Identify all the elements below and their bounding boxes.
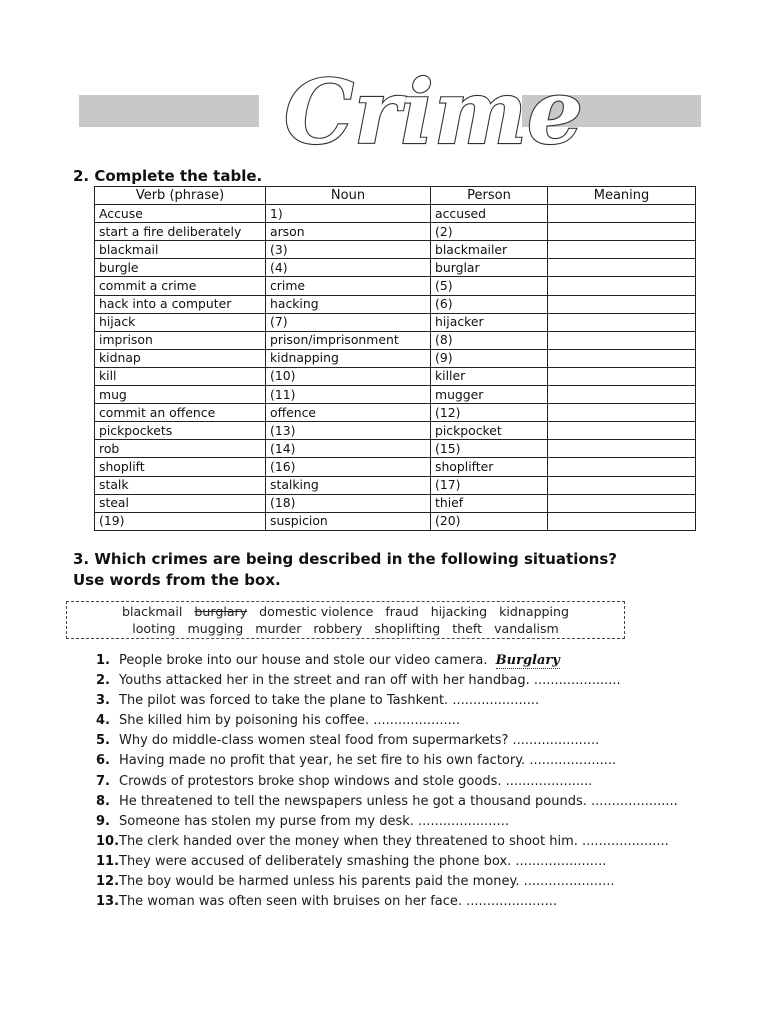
cell-verb: hack into a computer	[95, 295, 266, 313]
exercise-number: 8.	[96, 793, 110, 809]
cell-person: (12)	[431, 404, 548, 422]
exercise-sentence: The boy would be harmed unless his parents paid the money.	[119, 874, 520, 890]
table-row	[95, 295, 696, 313]
word-box	[66, 601, 625, 639]
cell-verb: imprison	[95, 331, 266, 349]
cell-noun: (18)	[266, 494, 431, 512]
cell-verb: steal	[95, 494, 266, 512]
cell-meaning	[548, 241, 696, 259]
cell-person: (8)	[431, 331, 548, 349]
cell-meaning	[548, 259, 696, 277]
answer-blank[interactable]: ......................	[466, 894, 558, 910]
cell-person: mugger	[431, 386, 548, 404]
table-row	[95, 476, 696, 494]
word-box-item: fraud	[385, 604, 419, 619]
cell-noun: (10)	[266, 367, 431, 385]
table-row	[95, 241, 696, 259]
cell-meaning	[548, 440, 696, 458]
word-box-item: blackmail	[121, 604, 183, 619]
cell-verb: burgle	[95, 259, 266, 277]
exercise-item	[96, 651, 716, 671]
cell-noun: crime	[266, 277, 431, 295]
cell-verb: (19)	[95, 512, 266, 530]
cell-meaning	[548, 223, 696, 241]
cell-noun: 1)	[266, 205, 431, 223]
exercise-number: 3.	[96, 693, 110, 709]
cell-noun: (14)	[266, 440, 431, 458]
cell-verb: pickpockets	[95, 422, 266, 440]
answer-blank[interactable]: .....................	[591, 793, 678, 809]
cell-meaning	[548, 422, 696, 440]
answer-blank[interactable]: ......................	[523, 874, 615, 890]
word-box-item: robbery	[313, 621, 363, 636]
word-box-item: murder	[255, 621, 302, 636]
cell-noun: suspicion	[266, 512, 431, 530]
cell-noun: offence	[266, 404, 431, 422]
page-title: Crime	[284, 60, 583, 164]
exercise-number: 11.	[96, 853, 120, 869]
exercise-item	[96, 731, 716, 751]
cell-verb: rob	[95, 440, 266, 458]
cell-meaning	[548, 476, 696, 494]
cell-noun: (3)	[266, 241, 431, 259]
cell-person: hijacker	[431, 313, 548, 331]
table-body	[95, 205, 696, 531]
exercise-item	[96, 812, 716, 832]
answer-blank[interactable]: .....................	[373, 713, 460, 729]
exercise-number: 4.	[96, 713, 110, 729]
cell-verb: kidnap	[95, 349, 266, 367]
table-row	[95, 422, 696, 440]
table-row	[95, 205, 696, 223]
cell-noun: (4)	[266, 259, 431, 277]
exercise-sentence: People broke into our house and stole our video camera.	[119, 653, 488, 668]
section-2-heading: 2. Complete the table.	[73, 167, 263, 185]
exercise-sentence: The clerk handed over the money when they threatened to shoot him.	[119, 833, 578, 849]
cell-meaning	[548, 404, 696, 422]
word-box-item: mugging	[187, 621, 244, 636]
exercise-sentence: They were accused of deliberately smashing the phone box.	[119, 853, 512, 869]
cell-meaning	[548, 313, 696, 331]
cell-verb: kill	[95, 367, 266, 385]
exercise-number: 1.	[96, 653, 110, 668]
exercise-sentence: Crowds of protestors broke shop windows and stole goods.	[119, 773, 502, 789]
cell-person: (9)	[431, 349, 548, 367]
answer-blank[interactable]: .....................	[505, 773, 593, 789]
word-box-item: vandalism	[494, 621, 559, 636]
cell-person: (5)	[431, 277, 548, 295]
cell-noun: arson	[266, 223, 431, 241]
exercise-number: 5.	[96, 733, 110, 749]
column-header-noun: Noun	[266, 187, 431, 205]
exercise-sentence: Youths attacked her in the street and ran off with her handbag.	[119, 673, 530, 689]
table-row	[95, 494, 696, 512]
cell-person: (17)	[431, 476, 548, 494]
cell-meaning	[548, 295, 696, 313]
answer-blank[interactable]: ......................	[515, 853, 607, 869]
exercise-item	[96, 772, 716, 792]
cell-verb: hijack	[95, 313, 266, 331]
cell-person: killer	[431, 367, 548, 385]
table-row	[95, 458, 696, 476]
cell-meaning	[548, 277, 696, 295]
exercise-item	[96, 872, 716, 892]
cell-noun: (11)	[266, 386, 431, 404]
word-box-item: domestic violence	[259, 604, 374, 619]
table-row	[95, 277, 696, 295]
cell-verb: blackmail	[95, 241, 266, 259]
table-row	[95, 259, 696, 277]
cell-person: pickpocket	[431, 422, 548, 440]
table-row	[95, 512, 696, 530]
cell-verb: commit an offence	[95, 404, 266, 422]
cell-verb: Accuse	[95, 205, 266, 223]
title-decor-bar-left	[79, 95, 259, 127]
exercise-sentence: Why do middle-class women steal food from supermarkets?	[119, 733, 509, 749]
cell-person: shoplifter	[431, 458, 548, 476]
cell-noun: kidnapping	[266, 349, 431, 367]
cell-person: (20)	[431, 512, 548, 530]
word-box-item: hijacking	[430, 604, 488, 619]
word-box-item: theft	[452, 621, 483, 636]
cell-person: blackmailer	[431, 241, 548, 259]
cell-meaning	[548, 367, 696, 385]
exercise-number: 13.	[96, 894, 120, 910]
cell-verb: stalk	[95, 476, 266, 494]
exercise-number: 12.	[96, 874, 120, 890]
cell-noun: prison/imprisonment	[266, 331, 431, 349]
exercise-item	[96, 792, 716, 812]
word-box-line-2	[67, 621, 624, 636]
exercise-sentence: Having made no profit that year, he set fire to his own factory.	[119, 753, 526, 769]
exercise-number: 2.	[96, 673, 110, 689]
cell-verb: commit a crime	[95, 277, 266, 295]
column-header-meaning: Meaning	[548, 187, 696, 205]
exercise-number: 6.	[96, 753, 110, 769]
table-row	[95, 367, 696, 385]
vocabulary-table	[94, 186, 696, 531]
cell-person: (15)	[431, 440, 548, 458]
word-box-item: kidnapping	[499, 604, 570, 619]
exercise-item	[96, 711, 716, 731]
exercise-sentence: The pilot was forced to take the plane to Tashkent.	[119, 693, 449, 709]
answer-blank[interactable]: .....................	[533, 673, 621, 689]
cell-noun: (16)	[266, 458, 431, 476]
answer-blank[interactable]: .....................	[529, 753, 617, 769]
cell-meaning	[548, 205, 696, 223]
cell-verb: start a fire deliberately	[95, 223, 266, 241]
table-row	[95, 386, 696, 404]
exercise-sentence: The woman was often seen with bruises on her face.	[119, 894, 463, 910]
cell-noun: stalking	[266, 476, 431, 494]
table-header-row	[95, 187, 696, 205]
cell-verb: mug	[95, 386, 266, 404]
cell-person: accused	[431, 205, 548, 223]
answer-blank[interactable]: .....................	[452, 693, 540, 709]
exercise-item	[96, 852, 716, 872]
exercise-sentence: She killed him by poisoning his coffee.	[119, 713, 370, 729]
answer-blank[interactable]: .....................	[512, 733, 600, 749]
cell-meaning	[548, 349, 696, 367]
page-title-logo	[278, 55, 583, 165]
cell-person: (2)	[431, 223, 548, 241]
table-row	[95, 404, 696, 422]
cell-meaning	[548, 458, 696, 476]
cell-meaning	[548, 331, 696, 349]
table-row	[95, 349, 696, 367]
section-3-heading-line-1: 3. Which crimes are being described in the following situations?	[73, 550, 617, 568]
exercise-number: 7.	[96, 773, 110, 789]
column-header-person: Person	[431, 187, 548, 205]
cell-verb: shoplift	[95, 458, 266, 476]
word-box-item: burglary	[194, 604, 248, 619]
cell-meaning	[548, 386, 696, 404]
cell-noun: hacking	[266, 295, 431, 313]
exercise-item	[96, 832, 716, 852]
exercise-number: 10.	[96, 833, 120, 849]
table-row	[95, 331, 696, 349]
cell-meaning	[548, 494, 696, 512]
section-3-heading-line-2: Use words from the box.	[73, 571, 281, 589]
cell-noun: (7)	[266, 313, 431, 331]
cell-noun: (13)	[266, 422, 431, 440]
exercise-list	[96, 651, 716, 912]
answer-blank[interactable]: ......................	[418, 813, 509, 829]
exercise-item	[96, 751, 716, 771]
word-box-item: looting	[132, 621, 176, 636]
word-box-line-1	[67, 604, 624, 619]
word-box-item: shoplifting	[374, 621, 441, 636]
cell-person: (6)	[431, 295, 548, 313]
cell-person: burglar	[431, 259, 548, 277]
exercise-sentence: Someone has stolen my purse from my desk.	[119, 813, 414, 829]
cell-person: thief	[431, 494, 548, 512]
exercise-item	[96, 892, 716, 912]
section-3-heading	[73, 549, 617, 591]
exercise-answer: Burglary	[495, 653, 560, 668]
answer-blank[interactable]: .....................	[582, 833, 669, 849]
exercise-item	[96, 691, 716, 711]
column-header-verb: Verb (phrase)	[95, 187, 266, 205]
cell-meaning	[548, 512, 696, 530]
exercise-sentence: He threatened to tell the newspapers unless he got a thousand pounds.	[119, 793, 587, 809]
table-row	[95, 313, 696, 331]
exercise-number: 9.	[96, 813, 110, 829]
exercise-item	[96, 671, 716, 691]
table-row	[95, 440, 696, 458]
table-row	[95, 223, 696, 241]
